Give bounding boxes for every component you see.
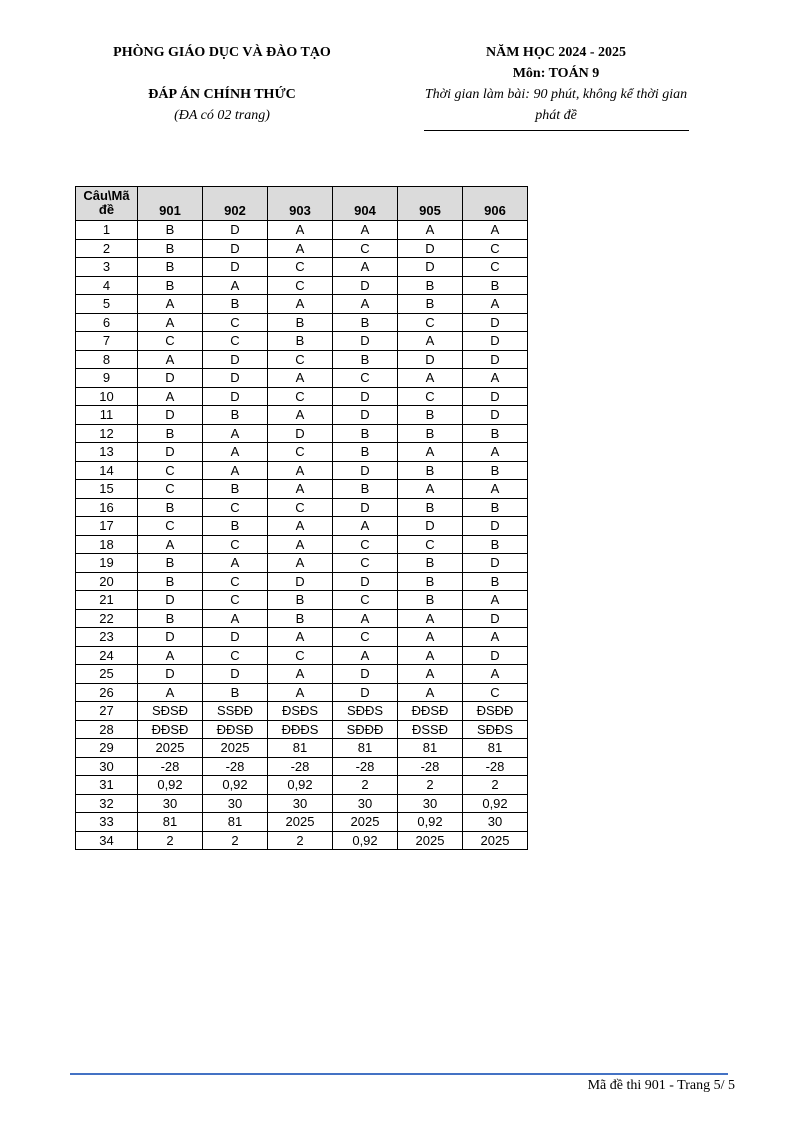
- answer-cell: B: [463, 276, 528, 295]
- answer-cell: C: [463, 239, 528, 258]
- table-row: [76, 406, 528, 425]
- answer-cell: 81: [203, 813, 268, 832]
- answer-cell: B: [463, 498, 528, 517]
- answer-cell: A: [398, 443, 463, 462]
- question-number: 12: [76, 424, 138, 443]
- table-row: [76, 276, 528, 295]
- answer-cell: A: [138, 313, 203, 332]
- answer-cell: B: [398, 461, 463, 480]
- answer-cell: A: [463, 443, 528, 462]
- answer-cell: D: [203, 369, 268, 388]
- answer-cell: D: [463, 350, 528, 369]
- table-row: [76, 572, 528, 591]
- answer-cell: B: [333, 313, 398, 332]
- answer-cell: SĐĐS: [333, 702, 398, 721]
- table-row: [76, 461, 528, 480]
- answer-cell: A: [203, 461, 268, 480]
- answer-cell: 2: [398, 776, 463, 795]
- question-number: 23: [76, 628, 138, 647]
- answer-cell: A: [398, 221, 463, 240]
- answer-cell: C: [203, 313, 268, 332]
- answer-cell: A: [398, 480, 463, 499]
- answer-cell: B: [398, 498, 463, 517]
- question-number: 29: [76, 739, 138, 758]
- answer-cell: 30: [138, 794, 203, 813]
- answer-cell: 0,92: [398, 813, 463, 832]
- answer-cell: B: [203, 406, 268, 425]
- answer-cell: B: [398, 554, 463, 573]
- answer-cell: 0,92: [203, 776, 268, 795]
- question-number: 32: [76, 794, 138, 813]
- answer-cell: 81: [138, 813, 203, 832]
- answer-cell: B: [138, 258, 203, 277]
- answer-cell: D: [268, 572, 333, 591]
- answer-cell: C: [268, 350, 333, 369]
- answer-table-head: [76, 187, 528, 221]
- answer-cell: D: [203, 221, 268, 240]
- answer-cell: B: [398, 424, 463, 443]
- answer-cell: D: [333, 461, 398, 480]
- question-number: 8: [76, 350, 138, 369]
- footer-page-label: Mã đề thi 901 - Trang 5/ 5: [587, 1078, 735, 1093]
- table-row: [76, 665, 528, 684]
- answer-cell: D: [463, 517, 528, 536]
- answer-cell: D: [398, 239, 463, 258]
- answer-cell: A: [268, 628, 333, 647]
- answer-cell: ĐĐSĐ: [398, 702, 463, 721]
- answer-cell: C: [463, 258, 528, 277]
- question-number: 4: [76, 276, 138, 295]
- answer-cell: ĐSSĐ: [398, 720, 463, 739]
- table-row: [76, 350, 528, 369]
- answer-cell: C: [268, 498, 333, 517]
- answer-cell: B: [138, 609, 203, 628]
- answer-cell: B: [333, 443, 398, 462]
- answer-cell: C: [333, 239, 398, 258]
- answer-cell: D: [203, 628, 268, 647]
- question-number: 31: [76, 776, 138, 795]
- header-underline: [424, 129, 689, 131]
- table-row: [76, 258, 528, 277]
- answer-cell: A: [463, 369, 528, 388]
- answer-cell: A: [398, 683, 463, 702]
- answer-cell: A: [203, 554, 268, 573]
- answer-cell: C: [203, 535, 268, 554]
- answer-cell: A: [333, 646, 398, 665]
- table-row: [76, 702, 528, 721]
- answer-cell: A: [268, 295, 333, 314]
- answer-cell: SĐĐĐ: [333, 720, 398, 739]
- question-number: 27: [76, 702, 138, 721]
- question-number: 6: [76, 313, 138, 332]
- answer-cell: A: [398, 332, 463, 351]
- answer-cell: SĐSĐ: [138, 702, 203, 721]
- answer-cell: D: [463, 387, 528, 406]
- answer-cell: ĐĐSĐ: [203, 720, 268, 739]
- answer-cell: -28: [333, 757, 398, 776]
- answer-cell: C: [203, 332, 268, 351]
- answer-cell: D: [138, 628, 203, 647]
- answer-cell: B: [138, 239, 203, 258]
- table-row: [76, 480, 528, 499]
- question-number: 17: [76, 517, 138, 536]
- answer-cell: C: [398, 313, 463, 332]
- answer-cell: C: [398, 535, 463, 554]
- column-header-902: 902: [203, 187, 268, 221]
- question-number: 21: [76, 591, 138, 610]
- corner-header-cell: [76, 187, 138, 221]
- answer-cell: C: [268, 646, 333, 665]
- answer-cell: 2025: [333, 813, 398, 832]
- question-number: 16: [76, 498, 138, 517]
- answer-cell: B: [138, 498, 203, 517]
- table-row: [76, 683, 528, 702]
- header-spacer: [88, 63, 356, 84]
- answer-cell: D: [333, 387, 398, 406]
- answer-cell: D: [138, 369, 203, 388]
- answer-cell: D: [333, 276, 398, 295]
- answer-cell: A: [333, 609, 398, 628]
- answer-cell: D: [268, 424, 333, 443]
- table-row: [76, 757, 528, 776]
- answer-cell: A: [333, 221, 398, 240]
- answer-cell: C: [138, 480, 203, 499]
- answer-cell: A: [268, 535, 333, 554]
- answer-cell: B: [138, 276, 203, 295]
- answer-cell: 2025: [463, 831, 528, 850]
- answer-cell: A: [463, 665, 528, 684]
- answer-cell: C: [203, 591, 268, 610]
- question-number: 33: [76, 813, 138, 832]
- answer-cell: C: [138, 332, 203, 351]
- answer-cell: A: [268, 517, 333, 536]
- answer-cell: B: [138, 554, 203, 573]
- answer-table-body: [76, 221, 528, 850]
- answer-cell: 30: [203, 794, 268, 813]
- answer-cell: ĐSĐĐ: [463, 702, 528, 721]
- answer-cell: 30: [333, 794, 398, 813]
- question-number: 19: [76, 554, 138, 573]
- answer-cell: B: [333, 480, 398, 499]
- answer-cell: 81: [398, 739, 463, 758]
- table-row: [76, 443, 528, 462]
- answer-cell: B: [333, 424, 398, 443]
- answer-cell: 30: [463, 813, 528, 832]
- answer-cell: 81: [463, 739, 528, 758]
- subject: Môn: TOÁN 9: [512, 66, 600, 81]
- answer-cell: D: [463, 554, 528, 573]
- answer-cell: -28: [138, 757, 203, 776]
- question-number: 5: [76, 295, 138, 314]
- answer-cell: B: [398, 276, 463, 295]
- table-row: [76, 295, 528, 314]
- answer-cell: D: [138, 406, 203, 425]
- answer-cell: D: [463, 609, 528, 628]
- answer-cell: 0,92: [463, 794, 528, 813]
- answer-cell: SĐĐS: [463, 720, 528, 739]
- answer-cell: B: [203, 480, 268, 499]
- answer-cell: D: [203, 350, 268, 369]
- answer-key-title: ĐÁP ÁN CHÍNH THỨC: [148, 87, 296, 102]
- answer-cell: 30: [398, 794, 463, 813]
- header-left-block: [88, 42, 356, 126]
- answer-cell: C: [268, 443, 333, 462]
- answer-cell: C: [333, 535, 398, 554]
- answer-cell: 0,92: [138, 776, 203, 795]
- answer-cell: C: [398, 387, 463, 406]
- answer-cell: D: [463, 406, 528, 425]
- column-header-906: 906: [463, 187, 528, 221]
- answer-cell: D: [333, 406, 398, 425]
- answer-cell: D: [203, 387, 268, 406]
- answer-cell: A: [138, 535, 203, 554]
- table-row: [76, 609, 528, 628]
- answer-cell: 2: [463, 776, 528, 795]
- table-row: [76, 332, 528, 351]
- answer-cell: 2: [138, 831, 203, 850]
- answer-cell: D: [333, 572, 398, 591]
- answer-cell: A: [268, 239, 333, 258]
- answer-cell: C: [333, 369, 398, 388]
- answer-cell: C: [268, 276, 333, 295]
- table-row: [76, 221, 528, 240]
- question-number: 28: [76, 720, 138, 739]
- answer-cell: A: [268, 665, 333, 684]
- table-row: [76, 517, 528, 536]
- answer-cell: D: [398, 517, 463, 536]
- answer-cell: 81: [268, 739, 333, 758]
- corner-line2: đề: [98, 201, 115, 217]
- answer-cell: C: [203, 498, 268, 517]
- answer-cell: A: [398, 665, 463, 684]
- column-header-901: 901: [138, 187, 203, 221]
- answer-cell: A: [203, 609, 268, 628]
- answer-cell: 81: [333, 739, 398, 758]
- question-number: 25: [76, 665, 138, 684]
- answer-cell: B: [203, 295, 268, 314]
- table-row: [76, 535, 528, 554]
- answer-cell: B: [138, 424, 203, 443]
- answer-cell: 2025: [398, 831, 463, 850]
- answer-cell: C: [333, 554, 398, 573]
- table-row: [76, 720, 528, 739]
- answer-cell: C: [138, 461, 203, 480]
- answer-cell: A: [398, 369, 463, 388]
- answer-table: [75, 186, 528, 850]
- answer-cell: -28: [268, 757, 333, 776]
- answer-cell: A: [268, 683, 333, 702]
- table-row: [76, 813, 528, 832]
- answer-key-note: (ĐA có 02 trang): [174, 108, 270, 123]
- answer-cell: B: [138, 221, 203, 240]
- answer-cell: A: [398, 628, 463, 647]
- answer-cell: B: [268, 332, 333, 351]
- answer-cell: D: [463, 646, 528, 665]
- answer-cell: A: [268, 461, 333, 480]
- question-number: 14: [76, 461, 138, 480]
- answer-cell: C: [333, 628, 398, 647]
- answer-cell: A: [138, 683, 203, 702]
- question-number: 7: [76, 332, 138, 351]
- answer-cell: D: [203, 665, 268, 684]
- answer-cell: D: [463, 332, 528, 351]
- answer-cell: D: [138, 665, 203, 684]
- answer-cell: A: [203, 424, 268, 443]
- question-number: 26: [76, 683, 138, 702]
- answer-cell: -28: [398, 757, 463, 776]
- answer-cell: B: [203, 683, 268, 702]
- answer-cell: D: [138, 591, 203, 610]
- question-number: 22: [76, 609, 138, 628]
- answer-cell: C: [268, 387, 333, 406]
- answer-cell: A: [203, 443, 268, 462]
- answer-cell: A: [463, 295, 528, 314]
- question-number: 34: [76, 831, 138, 850]
- table-row: [76, 794, 528, 813]
- header-right-block: [380, 42, 732, 131]
- footer-rule: [70, 1073, 728, 1075]
- table-row: [76, 739, 528, 758]
- answer-cell: D: [333, 332, 398, 351]
- answer-cell: C: [138, 517, 203, 536]
- answer-cell: A: [463, 628, 528, 647]
- question-number: 30: [76, 757, 138, 776]
- answer-cell: 2: [333, 776, 398, 795]
- table-row: [76, 424, 528, 443]
- question-number: 11: [76, 406, 138, 425]
- answer-cell: A: [463, 221, 528, 240]
- answer-cell: D: [398, 350, 463, 369]
- table-row: [76, 646, 528, 665]
- answer-cell: B: [398, 295, 463, 314]
- answer-cell: SSĐĐ: [203, 702, 268, 721]
- answer-cell: A: [333, 517, 398, 536]
- question-number: 24: [76, 646, 138, 665]
- column-header-903: 903: [268, 187, 333, 221]
- answer-cell: C: [333, 591, 398, 610]
- answer-cell: B: [333, 350, 398, 369]
- corner-line1: Câu\Mã: [83, 187, 130, 203]
- question-number: 2: [76, 239, 138, 258]
- answer-cell: A: [268, 554, 333, 573]
- answer-cell: 2025: [203, 739, 268, 758]
- answer-cell: A: [138, 295, 203, 314]
- answer-cell: 2025: [268, 813, 333, 832]
- answer-cell: A: [463, 591, 528, 610]
- answer-cell: A: [268, 221, 333, 240]
- table-row: [76, 831, 528, 850]
- answer-cell: C: [203, 572, 268, 591]
- school-year: NĂM HỌC 2024 - 2025: [486, 45, 626, 60]
- question-number: 13: [76, 443, 138, 462]
- table-row: [76, 628, 528, 647]
- question-number: 20: [76, 572, 138, 591]
- answer-cell: A: [268, 480, 333, 499]
- answer-cell: D: [203, 258, 268, 277]
- answer-cell: D: [463, 313, 528, 332]
- question-number: 18: [76, 535, 138, 554]
- answer-cell: ĐSĐS: [268, 702, 333, 721]
- table-row: [76, 313, 528, 332]
- answer-cell: 0,92: [268, 776, 333, 795]
- answer-cell: -28: [203, 757, 268, 776]
- answer-cell: C: [203, 646, 268, 665]
- answer-cell: B: [203, 517, 268, 536]
- answer-cell: B: [463, 535, 528, 554]
- question-number: 1: [76, 221, 138, 240]
- answer-cell: A: [333, 258, 398, 277]
- duration-line1: Thời gian làm bài: 90 phút, không kể thời gian: [424, 87, 688, 102]
- answer-cell: D: [333, 498, 398, 517]
- answer-cell: D: [203, 239, 268, 258]
- table-row: [76, 776, 528, 795]
- answer-cell: 2025: [138, 739, 203, 758]
- answer-cell: A: [138, 387, 203, 406]
- answer-cell: A: [138, 350, 203, 369]
- department-name: PHÒNG GIÁO DỤC VÀ ĐÀO TẠO: [113, 45, 331, 60]
- answer-cell: B: [463, 424, 528, 443]
- answer-cell: A: [398, 609, 463, 628]
- table-row: [76, 554, 528, 573]
- answer-cell: B: [268, 313, 333, 332]
- answer-cell: D: [333, 683, 398, 702]
- answer-cell: C: [463, 683, 528, 702]
- answer-cell: 0,92: [333, 831, 398, 850]
- answer-cell: B: [398, 406, 463, 425]
- answer-cell: B: [268, 591, 333, 610]
- column-header-904: 904: [333, 187, 398, 221]
- table-row: [76, 239, 528, 258]
- table-row: [76, 591, 528, 610]
- answer-cell: A: [333, 295, 398, 314]
- answer-cell: B: [463, 461, 528, 480]
- answer-cell: B: [398, 591, 463, 610]
- answer-cell: -28: [463, 757, 528, 776]
- answer-cell: A: [398, 646, 463, 665]
- answer-cell: A: [463, 480, 528, 499]
- question-number: 15: [76, 480, 138, 499]
- answer-cell: D: [333, 665, 398, 684]
- table-row: [76, 387, 528, 406]
- answer-cell: 30: [268, 794, 333, 813]
- duration-line2: phát đề: [535, 108, 577, 123]
- table-row: [76, 498, 528, 517]
- answer-cell: D: [138, 443, 203, 462]
- answer-cell: B: [138, 572, 203, 591]
- answer-cell: A: [203, 276, 268, 295]
- answer-cell: ĐĐĐS: [268, 720, 333, 739]
- answer-cell: B: [463, 572, 528, 591]
- question-number: 3: [76, 258, 138, 277]
- answer-cell: B: [398, 572, 463, 591]
- answer-cell: A: [268, 369, 333, 388]
- answer-cell: A: [138, 646, 203, 665]
- table-row: [76, 369, 528, 388]
- answer-cell: 2: [268, 831, 333, 850]
- answer-cell: B: [268, 609, 333, 628]
- answer-cell: D: [398, 258, 463, 277]
- question-number: 9: [76, 369, 138, 388]
- answer-cell: ĐĐSĐ: [138, 720, 203, 739]
- question-number: 10: [76, 387, 138, 406]
- header-row: [76, 187, 528, 221]
- column-header-905: 905: [398, 187, 463, 221]
- answer-cell: C: [268, 258, 333, 277]
- answer-cell: 2: [203, 831, 268, 850]
- answer-cell: A: [268, 406, 333, 425]
